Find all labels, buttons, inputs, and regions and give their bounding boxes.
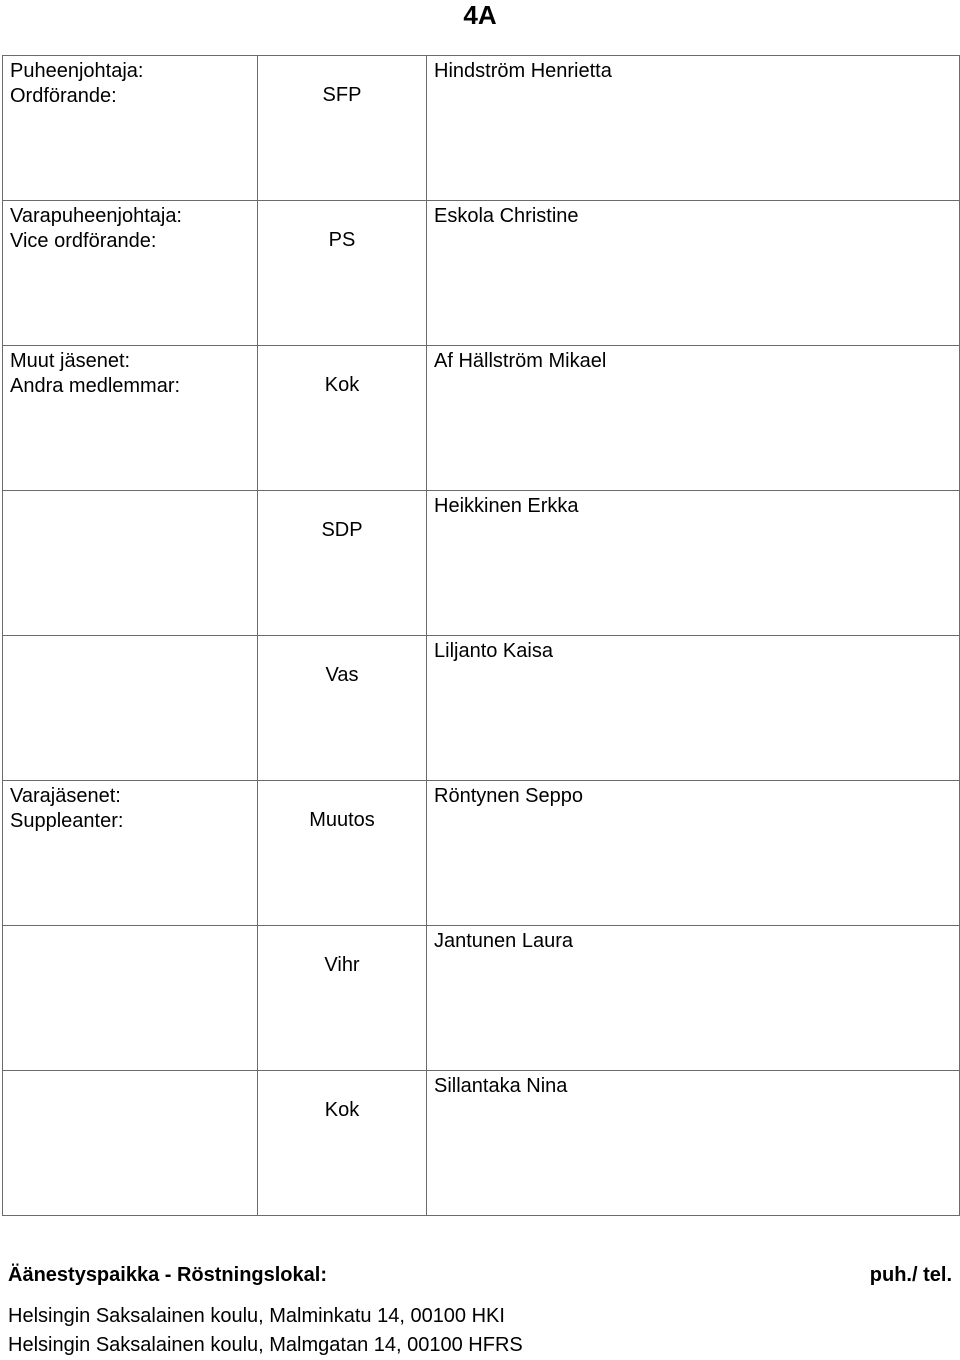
table-row	[3, 781, 960, 926]
role-label-sv: Vice ordförande:	[10, 230, 157, 252]
role-cell	[3, 636, 258, 781]
name-cell	[427, 56, 960, 201]
member-name: Heikkinen Erkka	[434, 495, 579, 517]
role-cell	[3, 1071, 258, 1216]
address-fi: Helsingin Saksalainen koulu, Malminkatu 14, 00100 HKI	[8, 1305, 505, 1327]
role-cell	[3, 926, 258, 1071]
party-cell	[258, 346, 427, 491]
name-cell	[427, 926, 960, 1071]
party-label: Kok	[324, 1099, 360, 1121]
member-name: Af Hällström Mikael	[434, 350, 607, 372]
member-name: Jantunen Laura	[434, 930, 574, 952]
party-label: PS	[328, 229, 356, 251]
page-code: 4A	[463, 0, 497, 30]
name-cell	[427, 636, 960, 781]
footer-heading-row	[8, 1262, 952, 1288]
polling-place-footer	[8, 1262, 952, 1360]
party-cell	[258, 636, 427, 781]
member-name: Sillantaka Nina	[434, 1075, 568, 1097]
name-cell	[427, 781, 960, 926]
address-block	[8, 1302, 952, 1360]
name-cell	[427, 346, 960, 491]
polling-place-label: Äänestyspaikka - Röstningslokal:	[8, 1264, 327, 1286]
party-cell	[258, 201, 427, 346]
party-label: Vas	[325, 664, 359, 686]
role-cell	[3, 346, 258, 491]
party-cell	[258, 781, 427, 926]
party-cell	[258, 926, 427, 1071]
party-label: Vihr	[324, 954, 360, 976]
role-label-sv: Andra medlemmar:	[10, 375, 181, 397]
name-cell	[427, 201, 960, 346]
table-row	[3, 926, 960, 1071]
member-name: Hindström Henrietta	[434, 60, 612, 82]
role-label-fi: Muut jäsenet:	[10, 350, 131, 372]
role-label-sv: Ordförande:	[10, 85, 117, 107]
roster-table	[2, 55, 960, 1216]
party-label: Kok	[324, 374, 360, 396]
name-cell	[427, 491, 960, 636]
member-name: Eskola Christine	[434, 205, 579, 227]
role-label-fi: Varajäsenet:	[10, 785, 121, 807]
role-cell	[3, 201, 258, 346]
party-label: SDP	[321, 519, 363, 541]
party-cell	[258, 56, 427, 201]
role-cell	[3, 56, 258, 201]
table-row	[3, 346, 960, 491]
role-cell	[3, 781, 258, 926]
role-label-fi: Varapuheenjohtaja:	[10, 205, 182, 227]
role-cell	[3, 491, 258, 636]
role-label-fi: Puheenjohtaja:	[10, 60, 144, 82]
role-label-sv: Suppleanter:	[10, 810, 124, 832]
member-name: Liljanto Kaisa	[434, 640, 553, 662]
address-sv: Helsingin Saksalainen koulu, Malmgatan 14, 00100 HFRS	[8, 1334, 523, 1356]
party-label: Muutos	[309, 809, 375, 831]
table-row	[3, 56, 960, 201]
table-row	[3, 201, 960, 346]
table-row	[3, 491, 960, 636]
phone-label: puh./ tel.	[869, 1264, 952, 1286]
table-row	[3, 636, 960, 781]
party-cell	[258, 491, 427, 636]
name-cell	[427, 1071, 960, 1216]
party-cell	[258, 1071, 427, 1216]
member-name: Röntynen Seppo	[434, 785, 584, 807]
party-label: SFP	[322, 84, 362, 106]
table-row	[3, 1071, 960, 1216]
